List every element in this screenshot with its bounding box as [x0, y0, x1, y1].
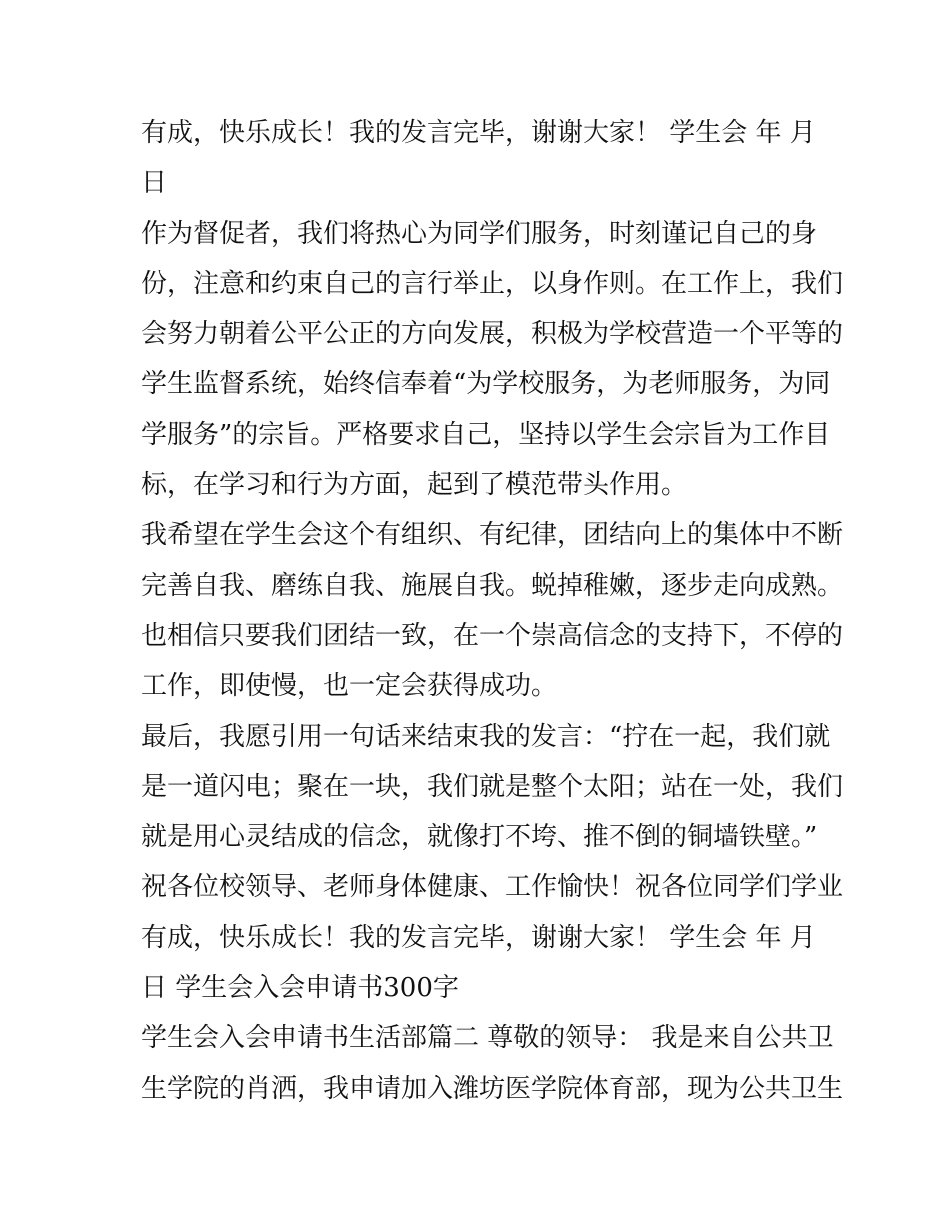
- text-line: 完善自我、磨练自我、施展自我。蜕掉稚嫩，逐步走向成熟。: [141, 570, 844, 601]
- text-line: 标，在学习和行为方面，起到了模范带头作用。: [141, 470, 688, 501]
- text-line: 日 学生会入会申请书300字: [141, 973, 459, 1004]
- text-line: 也相信只要我们团结一致，在一个崇高信念的支持下，不停的: [141, 620, 844, 651]
- document-body: [141, 108, 844, 1114]
- text-line: 学生监督系统，始终信奉着“为学校服务，为老师服务，为同: [141, 369, 831, 400]
- text-line: 学生会入会申请书生活部篇二 尊敬的领导： 我是来自公共卫: [141, 1023, 834, 1054]
- text-line: 作为督促者，我们将热心为同学们服务，时刻谨记自己的身: [141, 218, 818, 249]
- text-line: 祝各位校领导、老师身体健康、工作愉快！祝各位同学们学业: [141, 872, 844, 903]
- text-line: 有成，快乐成长！我的发言完毕，谢谢大家！ 学生会 年 月: [141, 922, 816, 953]
- text-line: 就是用心灵结成的信念，就像打不垮、推不倒的铜墙铁壁。”: [141, 822, 818, 853]
- text-line: 我希望在学生会这个有组织、有纪律，团结向上的集体中不断: [141, 520, 844, 551]
- text-line: 日: [141, 168, 168, 199]
- text-line: 有成，快乐成长！我的发言完毕，谢谢大家！ 学生会 年 月: [141, 118, 816, 148]
- text-line: 份，注意和约束自己的言行举止，以身作则。在工作上，我们: [141, 268, 844, 299]
- text-line: 学服务”的宗旨。严格要求自己，坚持以学生会宗旨为工作目: [141, 419, 831, 450]
- text-line: 生学院的肖洒，我申请加入潍坊医学院体育部，现为公共卫生: [141, 1073, 844, 1104]
- text-line: 最后，我愿引用一句话来结束我的发言：“拧在一起，我们就: [141, 721, 831, 752]
- text-line: 会努力朝着公平公正的方向发展，积极为学校营造一个平等的: [141, 319, 844, 350]
- text-line: 是一道闪电；聚在一块，我们就是整个太阳；站在一处，我们: [141, 771, 844, 802]
- text-line: 工作，即使慢，也一定会获得成功。: [141, 671, 558, 702]
